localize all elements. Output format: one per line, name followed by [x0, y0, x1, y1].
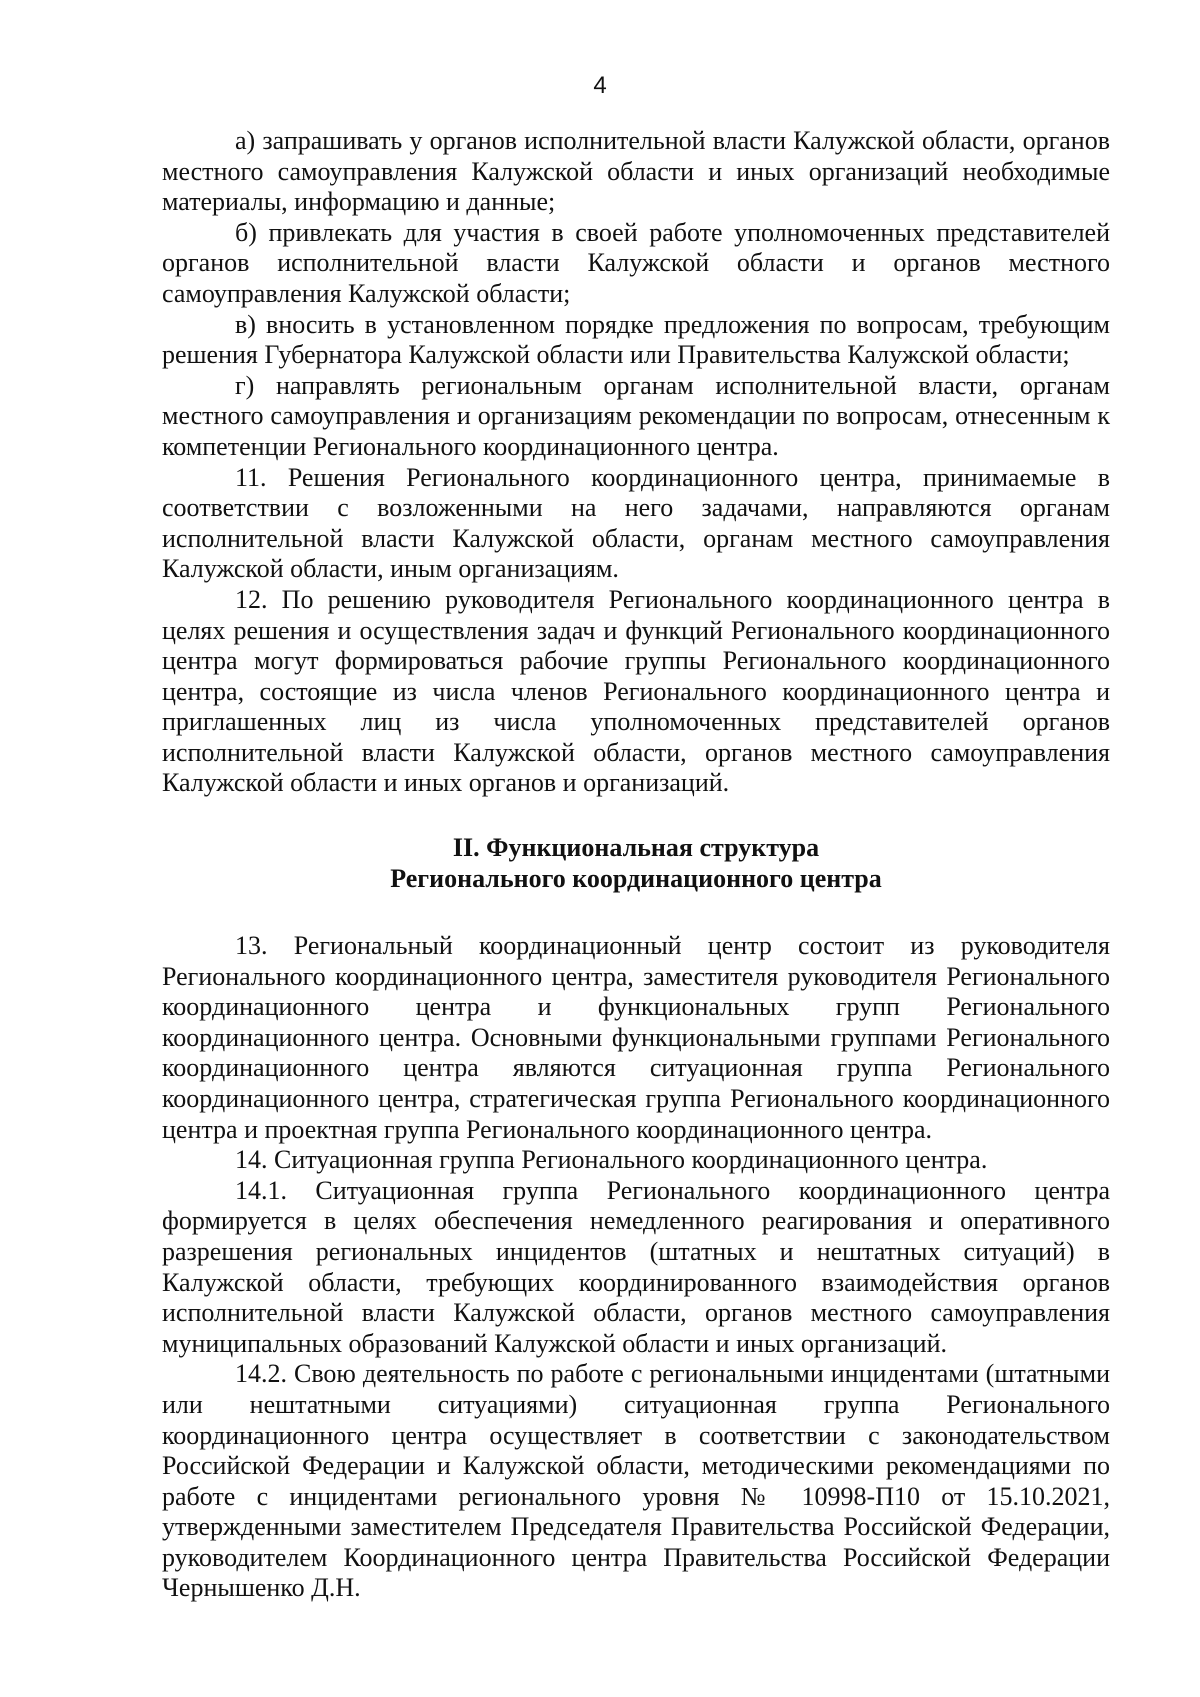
- page-number: 4: [593, 72, 607, 99]
- section-heading: [162, 832, 1110, 894]
- paragraph-item-b: б) привлекать для участия в своей работе уполномоченных представителей органов исполнительной власти Калужской области и органов местного самоуправления Калужской области;: [162, 217, 1110, 308]
- paragraph-item-g: г) направлять региональным органам исполнительной власти, органам местного самоуправления и организациям рекомендации по вопросам, отнесенным к компетенции Регионального координационного центра.: [162, 370, 1110, 461]
- paragraph-item-a: а) запрашивать у органов исполнительной власти Калужской области, органов местного самоуправления Калужской области и иных организаций необходимые материалы, информацию и данные;: [162, 126, 1110, 217]
- section-heading-line1: II. Функциональная структура: [452, 833, 820, 862]
- paragraph-11: 11. Решения Регионального координационного центра, принимаемые в соответствии с возложенными на него задачами, направляются органам исполнительной власти Калужской области, органам местного самоуправления Калужской области, иным организациям.: [162, 462, 1110, 584]
- paragraph-item-v: в) вносить в установленном порядке предложения по вопросам, требующим решения Губернатора Калужской области или Правительства Калужской области;: [162, 309, 1110, 370]
- paragraph-12: 12. По решению руководителя Регионального координационного центра в целях решения и осуществления задач и функций Регионального координационного центра могут формироваться рабочие группы Регионального координационного центра, состоящие из числа членов Регионального координационного центра и приглашенных лиц из числа уполномоченных представителей органов исполнительной власти Калужской области, органов местного самоуправления Калужской области и иных органов и организаций.: [162, 584, 1110, 798]
- section-heading-line2: Регионального координационного центра: [390, 864, 882, 893]
- paragraph-14-1: 14.1. Ситуационная группа Регионального координационного центра формируется в целях обеспечения немедленного реагирования и оперативного разрешения региональных инцидентов (штатных и нештатных ситуаций) в Калужской области, требующих координированного взаимодействия органов исполнительной власти Калужской области, органов местного самоуправления муниципальных образований Калужской области и иных организаций.: [162, 1175, 1110, 1358]
- paragraph-14: 14. Ситуационная группа Регионального координационного центра.: [235, 1145, 988, 1175]
- body-text-bottom: [162, 931, 1110, 1604]
- paragraph-13: 13. Региональный координационный центр состоит из руководителя Регионального координационного центра, заместителя руководителя Регионального координационного центра и функциональных групп Регионального координационного центра. Основными функциональными группами Регионального координационного центра являются ситуационная группа Регионального координационного центра, стратегическая группа Регионального координационного центра и проектная группа Регионального координационного центра.: [162, 931, 1110, 1144]
- paragraph-14-2: 14.2. Свою деятельность по работе с региональными инцидентами (штатными или нештатными ситуациями) ситуационная группа Регионального координационного центра осуществляет в соответствии с законодательством Российской Федерации и Калужской области, методическими рекомендациями по работе с инцидентами регионального уровня № 10998-П10 от 15.10.2021, утвержденными заместителем Председателя Правительства Российской Федерации, руководителем Координационного центра Правительства Российской Федерации Чернышенко Д.Н.: [162, 1359, 1110, 1603]
- body-text-top: [162, 126, 1110, 799]
